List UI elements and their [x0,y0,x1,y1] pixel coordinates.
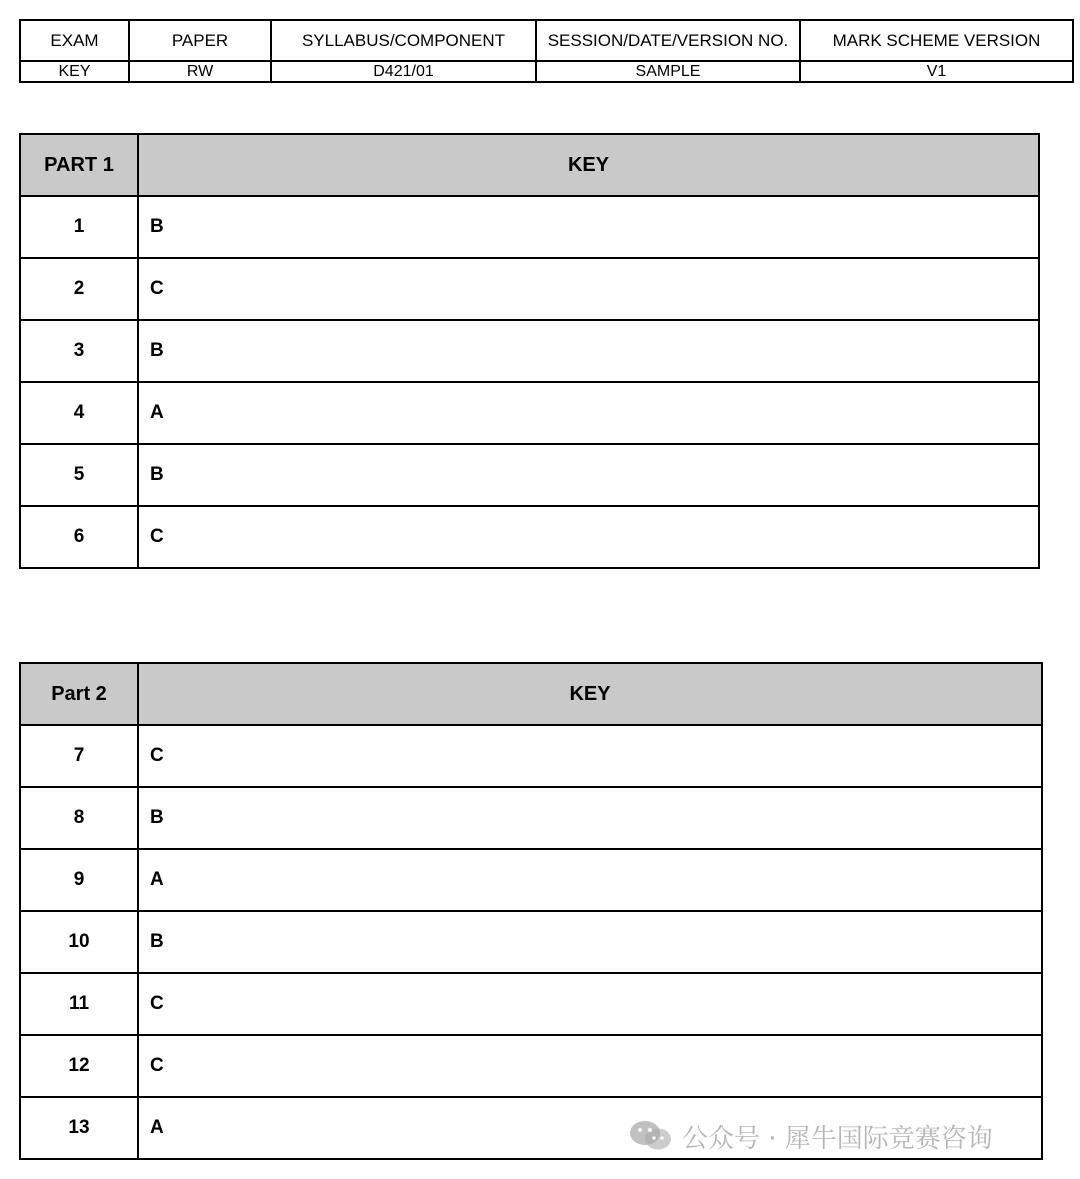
answer-key: C [138,1035,1042,1097]
table-row [20,320,1039,382]
table-row [20,725,1042,787]
table-row [20,258,1039,320]
info-header-paper: PAPER [129,20,271,61]
info-value-mark-scheme: V1 [800,61,1073,82]
table-row [20,911,1042,973]
part2-key-heading: KEY [138,663,1042,725]
info-value-syllabus: D421/01 [271,61,536,82]
question-number: 13 [20,1097,138,1159]
question-number: 11 [20,973,138,1035]
part1-heading: PART 1 [20,134,138,196]
table-row [20,382,1039,444]
table-row [20,849,1042,911]
info-header-mark-scheme: MARK SCHEME VERSION [800,20,1073,61]
table-row [20,1035,1042,1097]
table-row [20,506,1039,568]
watermark-text: 公众号 · 犀牛国际竞赛咨询 [682,1123,993,1154]
table-row [20,973,1042,1035]
question-number: 4 [20,382,138,444]
answer-key: B [138,196,1039,258]
info-table [19,19,1074,83]
info-value-row [20,61,1073,82]
question-number: 8 [20,787,138,849]
part2-heading: Part 2 [20,663,138,725]
info-header-exam: EXAM [20,20,129,61]
answer-key: C [138,973,1042,1035]
part2-header-row [20,663,1042,725]
table-row [20,787,1042,849]
info-header-syllabus: SYLLABUS/COMPONENT [271,20,536,61]
answer-key: A [138,1097,1042,1159]
watermark [628,1116,993,1156]
info-value-session: SAMPLE [536,61,800,82]
part1-header-row [20,134,1039,196]
info-header-row [20,20,1073,61]
info-header-session: SESSION/DATE/VERSION NO. [536,20,800,61]
question-number: 5 [20,444,138,506]
question-number: 6 [20,506,138,568]
part1-key-table [19,133,1040,569]
answer-key: A [138,382,1039,444]
answer-key: B [138,320,1039,382]
question-number: 10 [20,911,138,973]
info-value-paper: RW [129,61,271,82]
part2-key-table [19,662,1043,1160]
answer-key: C [138,506,1039,568]
answer-key: C [138,258,1039,320]
part1-key-heading: KEY [138,134,1039,196]
info-value-exam: KEY [20,61,129,82]
question-number: 2 [20,258,138,320]
answer-key: B [138,911,1042,973]
answer-key: A [138,849,1042,911]
question-number: 1 [20,196,138,258]
table-row [20,196,1039,258]
answer-key: C [138,725,1042,787]
answer-key: B [138,787,1042,849]
answer-key: B [138,444,1039,506]
question-number: 9 [20,849,138,911]
question-number: 3 [20,320,138,382]
question-number: 7 [20,725,138,787]
table-row [20,444,1039,506]
question-number: 12 [20,1035,138,1097]
wechat-icon [628,1119,674,1153]
